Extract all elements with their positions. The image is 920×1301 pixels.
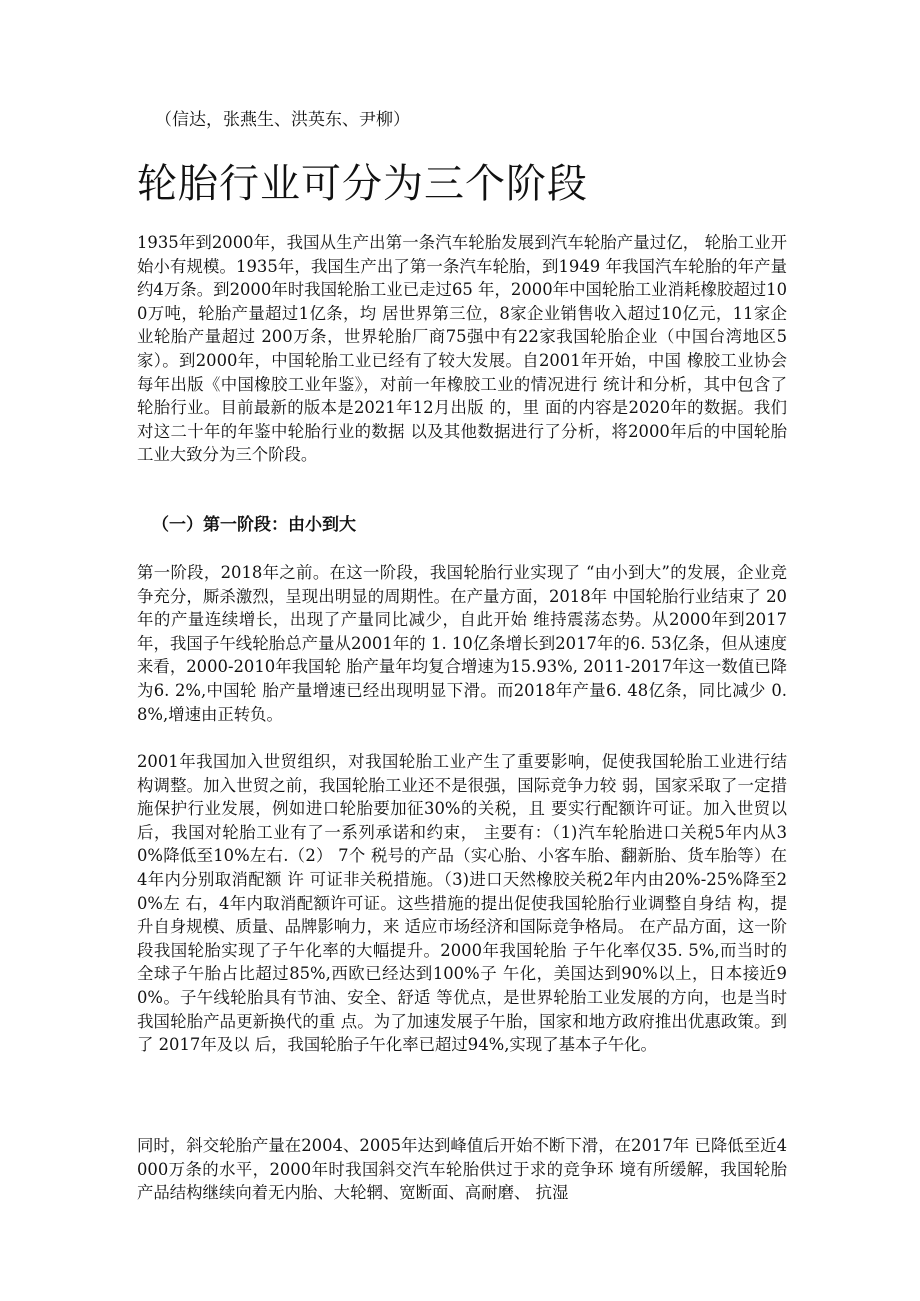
body-paragraph: 同时，斜交轮胎产量在2004、2005年达到峰值后开始不断下滑，在2017年 已降低至近4000万条的水平，2000年时我国斜交汽车轮胎供过于求的竞争环 境有所缓解，我国轮胎 产品结构继续向着无内胎、大轮辋、宽断面、高耐磨、 抗湿 — [137, 1136, 787, 1203]
section-heading: （一）第一阶段：由小到大 — [152, 515, 356, 535]
page-title: 轮胎行业可分为三个阶段 — [137, 161, 588, 207]
body-paragraph: 2001年我国加入世贸组织，对我国轮胎工业产生了重要影响，促使我国轮胎工业进行结 构调整。加入世贸之前，我国轮胎工业还不是很强，国际竞争力较 弱，国家采取了一定措 施保护行业发展，例如进口轮胎要加征30%的关税，且 要实行配额许可证。加入世贸以后，我国对轮胎工业有了一系列承诺和约束， 主要有：（1)汽车轮胎进口关税5年内从30%降低至10%左右.（2） 7个 税号的产品（实心胎、小客车胎、翻新胎、货车胎等）在4年内分别取消配额 许 可证非关税措施。（3)进口天然橡胶关税2年内由20%-25%降至20%左 右，4年内取消配额许可证。这些措施的提出促使我国轮胎行业调整自身结 构，提升自身规模、质量、品牌影响力，来 适应市场经济和国际竞争格局。 在产品方面，这一阶段我国轮胎实现了子午化率的大幅提升。2000年我国轮胎 子午化率仅35. 5%,而当时的全球子午胎占比超过85%,西欧已经达到100%子 午化，美国达到90%以上，日本接近90%。子午线轮胎具有节油、安全、舒适 等优点，是世界轮胎工业发展的方向，也是当时我国轮胎产品更新换代的重 点。为了加速发展子午胎，国家和地方政府推出优惠政策。到了 2017年及以 后，我国轮胎子午化率已超过94%,实现了基本子午化。 — [137, 752, 787, 1055]
author-line: （信达，张燕生、洪英东、尹柳） — [155, 110, 410, 130]
intro-paragraph: 1935年到2000年，我国从生产出第一条汽车轮胎发展到汽车轮胎产量过亿， 轮胎工业开 始小有规模。1935年，我国生产出了第一条汽车轮胎，到1949 年我国汽车轮胎的年产量 约4万条。到2000年时我国轮胎工业已走过65 年，2000年中国轮胎工业消耗橡胶超过100万吨，轮胎产量超过1亿条，均 居世界第三位，8家企业销售收入超过10亿元，11家企业轮胎产量超过 200万条，世界轮胎厂商75强中有22家我国轮胎企业（中国台湾地区5 家）。到2000年，中国轮胎工业已经有了较大发展。自2001年开始，中国 橡胶工业协会每年出版《中国橡胶工业年鉴》，对前一年橡胶工业的情况进行 统计和分析，其中包含了轮胎行业。目前最新的版本是2021年12月出版 的，里 面的内容是2020年的数据。我们对这二十年的年鉴中轮胎行业的数据 以及其他数据进行了分析，将2000年后的中国轮胎工业大致分为三个阶段。 — [137, 233, 787, 465]
body-paragraph: 第一阶段，2018年之前。在这一阶段，我国轮胎行业实现了 “由小到大”的发展，企业竞 争充分，厮杀激烈，呈现出明显的周期性。在产量方面，2018年 中国轮胎行业结束了 20年的产量连续增长，出现了产量同比减少，自此开始 维持震荡态势。从2000年到2017年，我国子午线轮胎总产量从2001年的 1. 10亿条增长到2017年的6. 53亿条，但从速度来看，2000-2010年我国轮 胎产量年均复合增速为15.93%, 2011-2017年这一数值已降为6. 2%,中国轮 胎产量增速已经出现明显下滑。而2018年产量6. 48亿条，同比减少 0. 8%,增速由正转负。 — [137, 563, 787, 724]
